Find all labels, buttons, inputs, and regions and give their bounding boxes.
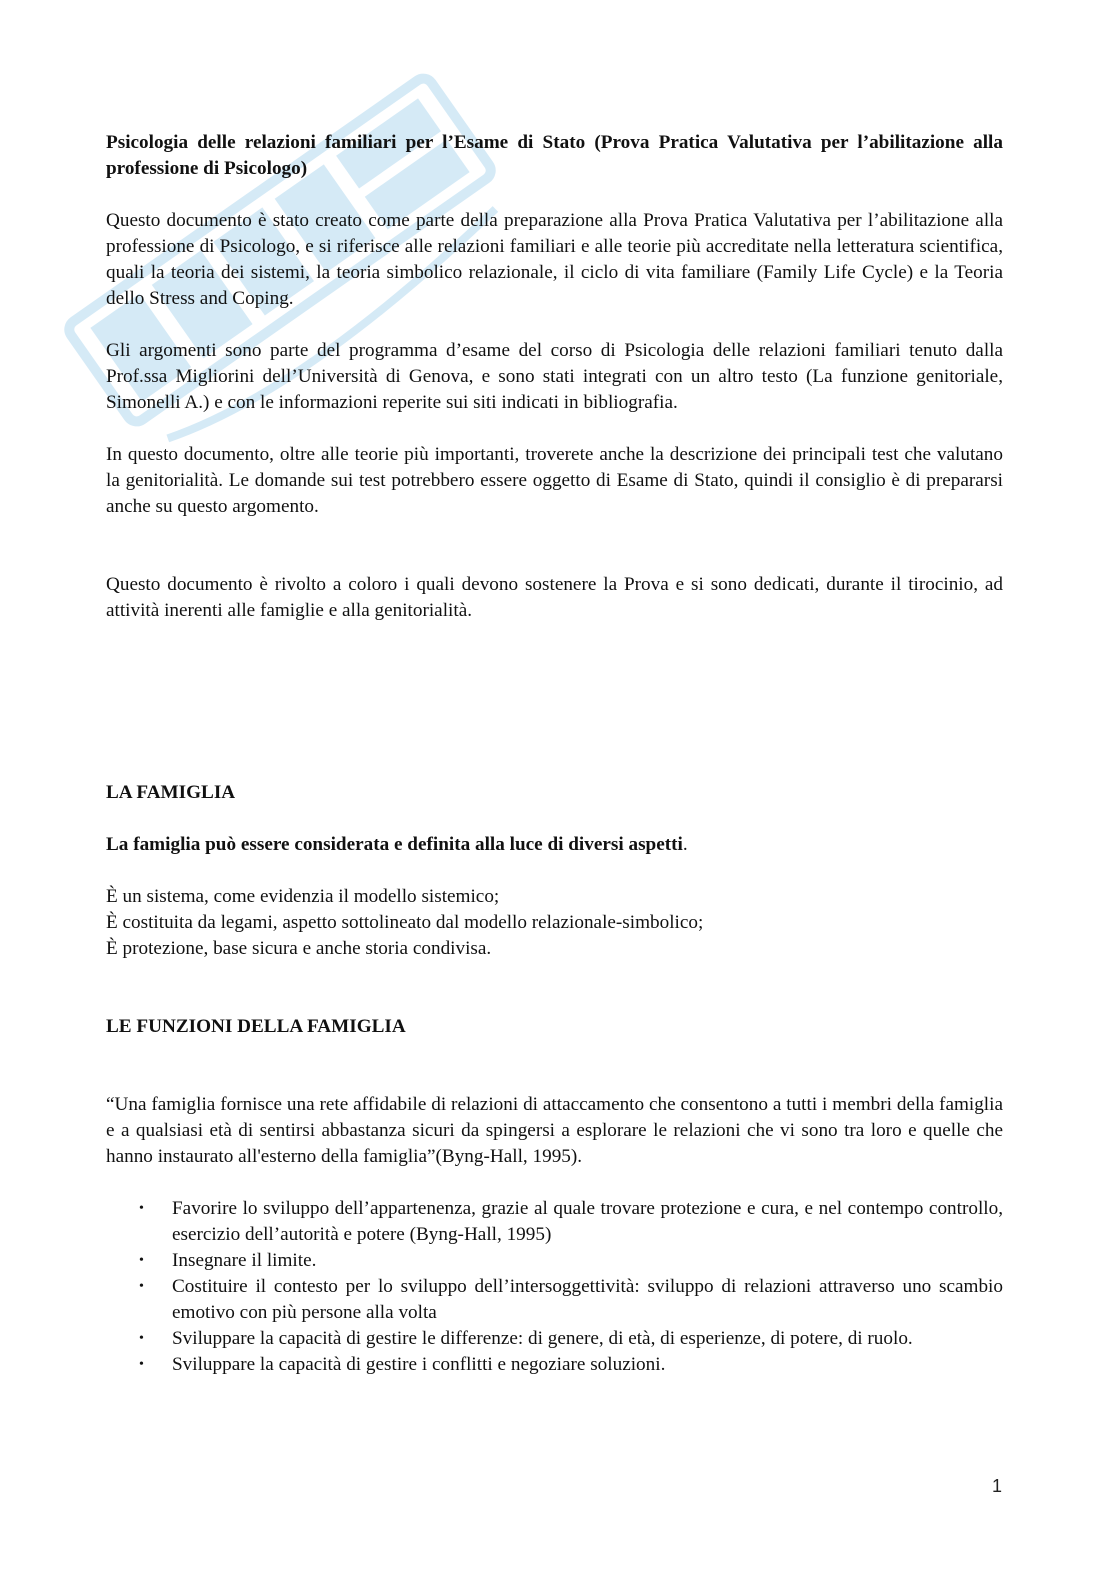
section-lead-bold: La famiglia può essere considerata e definita alla luce di diversi aspetti	[106, 834, 683, 855]
list-item	[106, 1274, 1003, 1326]
list-item-text: Insegnare il limite.	[172, 1250, 317, 1271]
bullet-icon: •	[139, 1357, 144, 1372]
document-page	[106, 130, 1003, 1378]
list-item-text: Sviluppare la capacità di gestire le differenze: di genere, di età, di esperienze, di potere, di ruolo.	[172, 1328, 913, 1349]
list-item-text: Sviluppare la capacità di gestire i conflitti e negoziare soluzioni.	[172, 1354, 666, 1375]
list-item-text: Costituire il contesto per lo sviluppo dell’intersoggettività: sviluppo di relazioni attraverso uno scambio emotivo con più persone alla volta	[172, 1276, 1003, 1323]
intro-paragraph-3: In questo documento, oltre alle teorie più importanti, troverete anche la descrizione dei principali test che valutano la genitorialità. Le domande sui test potrebbero essere oggetto di Esame di Stato, quindi il consiglio è di prepararsi anche su questo argomento.	[106, 444, 1003, 517]
list-item	[106, 1248, 1003, 1274]
functions-list	[106, 1196, 1003, 1378]
list-item	[106, 1352, 1003, 1378]
bullet-icon: •	[139, 1279, 144, 1294]
family-aspect-line: È costituita da legami, aspetto sottolineato dal modello relazionale-simbolico;	[106, 912, 704, 933]
page-number: 1	[991, 1476, 1002, 1496]
bullet-icon: •	[139, 1253, 144, 1268]
family-aspects	[106, 884, 1003, 962]
document-title: Psicologia delle relazioni familiari per l’Esame di Stato (Prova Pratica Valutativa per l’abilitazione alla professione di Psicologo)	[106, 132, 1003, 179]
section-heading-funzioni: LE FUNZIONI DELLA FAMIGLIA	[106, 1016, 406, 1037]
section-heading-famiglia: LA FAMIGLIA	[106, 782, 236, 803]
family-aspect-line: È protezione, base sicura e anche storia condivisa.	[106, 938, 492, 959]
quote-paragraph: “Una famiglia fornisce una rete affidabile di relazioni di attaccamento che consentono a tutti i membri della famiglia e a qualsiasi età di sentirsi abbastanza sicuri da spingersi a esplorare le relazioni che vi sono tra loro e quelle che hanno instaurato all'esterno della famiglia”(Byng-Hall, 1995).	[106, 1094, 1003, 1167]
intro-paragraph-1: Questo documento è stato creato come parte della preparazione alla Prova Pratica Valutativa per l’abilitazione alla professione di Psicologo, e si riferisce alle relazioni familiari e alle teorie più accreditate nella letteratura scientifica, quali la teoria dei sistemi, la teoria simbolico relazionale, il ciclo di vita familiare (Family Life Cycle) e la Teoria dello Stress and Coping.	[106, 210, 1003, 309]
intro-paragraph-2: Gli argomenti sono parte del programma d’esame del corso di Psicologia delle relazioni familiari tenuto dalla Prof.ssa Migliorini dell’Università di Genova, e sono stati integrati con un altro testo (La funzione genitoriale, Simonelli A.) e con le informazioni reperite sui siti indicati in bibliografia.	[106, 340, 1003, 413]
list-item-text: Favorire lo sviluppo dell’appartenenza, grazie al quale trovare protezione e cura, e nel contempo controllo, esercizio dell’autorità e potere (Byng-Hall, 1995)	[172, 1198, 1003, 1245]
intro-paragraph-4: Questo documento è rivolto a coloro i quali devono sostenere la Prova e si sono dedicati, durante il tirocinio, ad attività inerenti alle famiglie e alla genitorialità.	[106, 574, 1003, 621]
bullet-icon: •	[139, 1201, 144, 1216]
bullet-icon: •	[139, 1331, 144, 1346]
list-item	[106, 1326, 1003, 1352]
section-lead	[106, 832, 1003, 858]
list-item	[106, 1196, 1003, 1248]
section-lead-tail: .	[682, 834, 688, 855]
family-aspect-line: È un sistema, come evidenzia il modello sistemico;	[106, 886, 500, 907]
